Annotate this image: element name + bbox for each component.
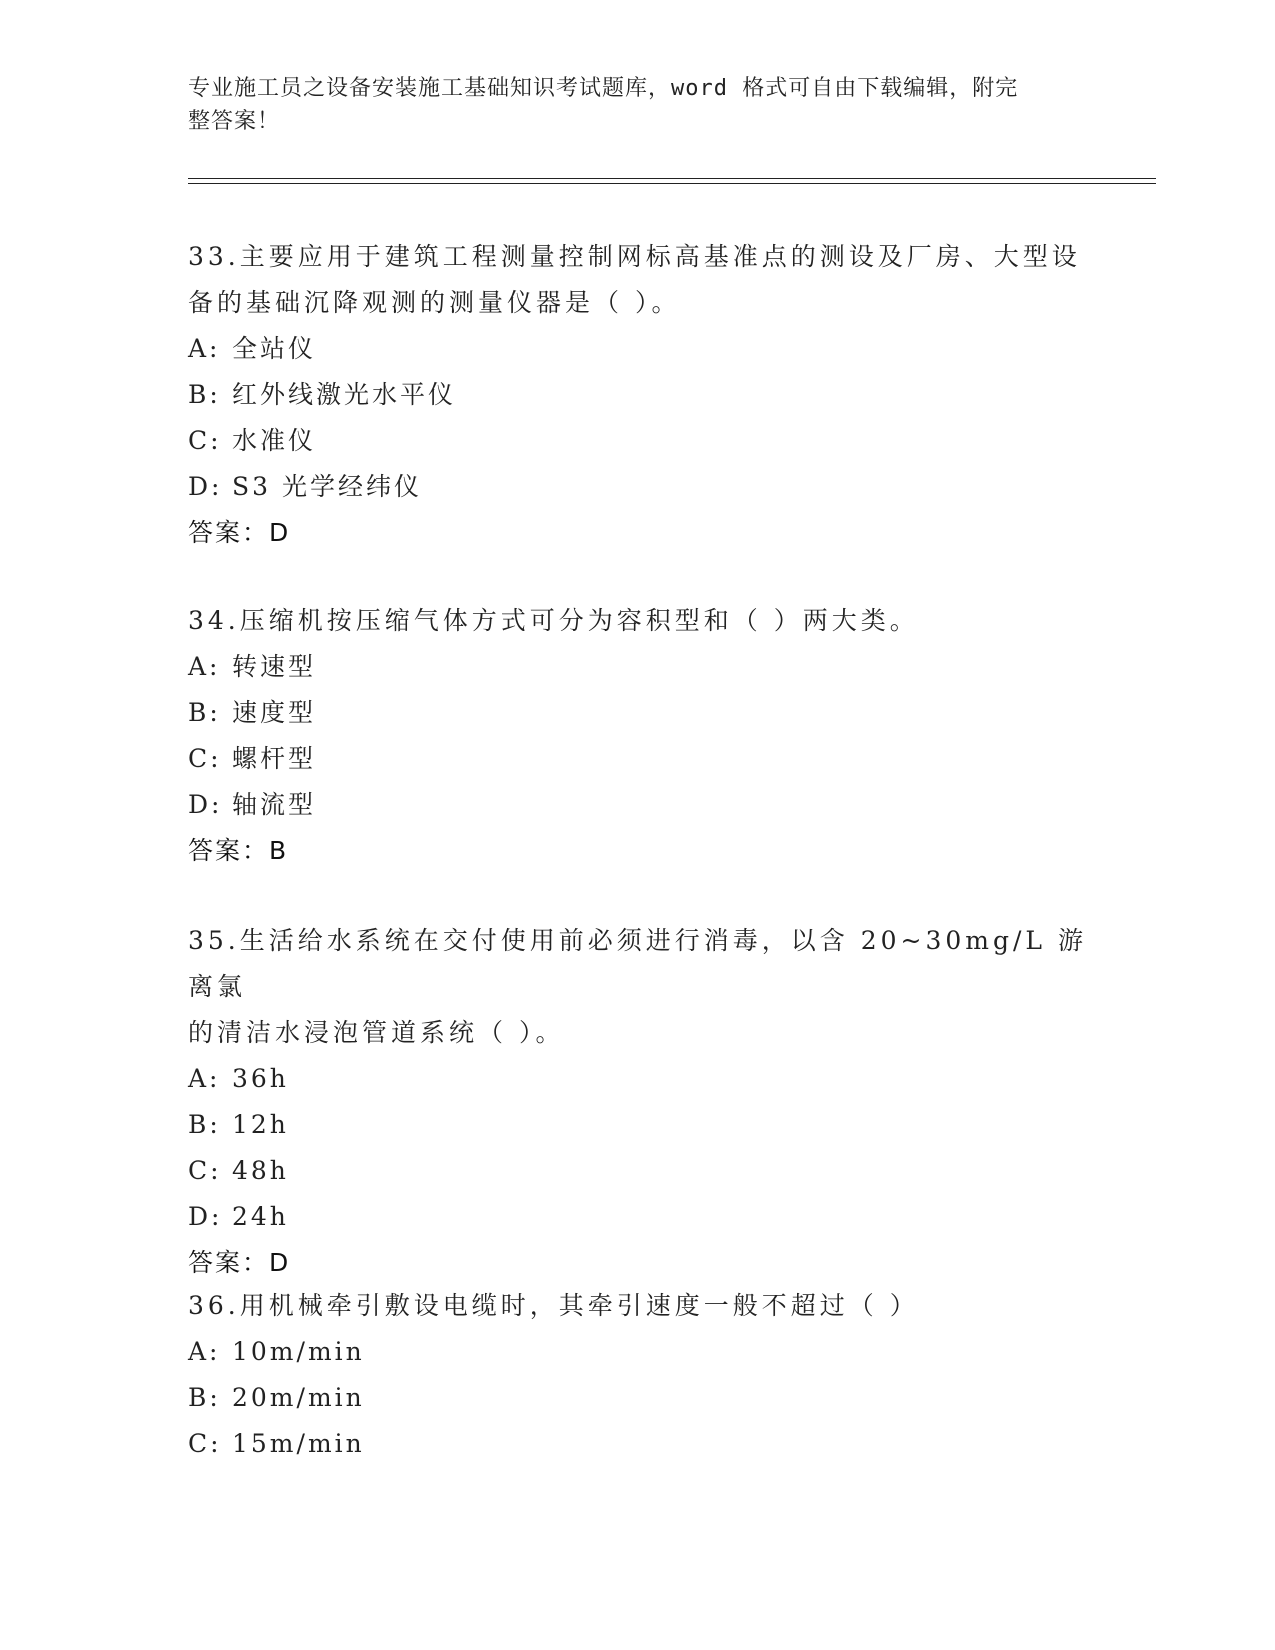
option-text: 全站仪 [232, 334, 317, 363]
option-a [188, 1329, 1088, 1375]
option-letter: D: [188, 472, 223, 501]
answer-label: 答案：D [188, 518, 291, 547]
option-text: 20m/min [232, 1383, 365, 1412]
question-33 [188, 234, 1088, 556]
option-letter: C: [188, 744, 222, 773]
answer-label: 答案：B [188, 836, 289, 865]
option-letter: A: [188, 652, 221, 681]
option-b [188, 372, 1088, 418]
option-letter: A: [188, 334, 221, 363]
question-stem-line-2: 备的基础沉降观测的测量仪器是（ ）。 [188, 288, 681, 317]
option-d [188, 782, 1088, 828]
option-c [188, 736, 1088, 782]
header-line-1: 专业施工员之设备安装施工基础知识考试题库，word 格式可自由下载编辑，附完 [188, 76, 1019, 101]
option-text: 15m/min [232, 1429, 365, 1458]
option-text: 红外线激光水平仪 [232, 380, 457, 409]
option-letter: A: [188, 1337, 221, 1366]
option-letter: B: [188, 1110, 221, 1139]
question-36 [188, 1283, 1088, 1467]
option-letter: C: [188, 1429, 222, 1458]
option-letter: A: [188, 1064, 221, 1093]
option-text: 速度型 [232, 698, 317, 727]
option-text: 水准仪 [232, 426, 317, 455]
question-stem-line-1: 33.主要应用于建筑工程测量控制网标高基准点的测设及厂房、大型设 [188, 242, 1081, 271]
option-text: 10m/min [232, 1337, 365, 1366]
question-stem-line-2: 的清洁水浸泡管道系统（ ）。 [188, 1018, 565, 1047]
option-b [188, 690, 1088, 736]
option-text: 36h [232, 1064, 289, 1093]
option-text: 轴流型 [232, 790, 317, 819]
question-34 [188, 598, 1088, 874]
header-line-2: 整答案！ [188, 109, 281, 134]
question-stem-line-1: 36.用机械牵引敷设电缆时，其牵引速度一般不超过（ ） [188, 1291, 919, 1320]
option-a [188, 1056, 1088, 1102]
option-b [188, 1102, 1088, 1148]
option-a [188, 644, 1088, 690]
option-c [188, 1148, 1088, 1194]
answer-label: 答案：D [188, 1248, 291, 1277]
option-text: 12h [232, 1110, 289, 1139]
option-a [188, 326, 1088, 372]
option-text: 螺杆型 [232, 744, 317, 773]
option-d [188, 464, 1088, 510]
option-letter: D: [188, 1202, 223, 1231]
option-c [188, 418, 1088, 464]
option-c [188, 1421, 1088, 1467]
option-b [188, 1375, 1088, 1421]
option-text: 转速型 [232, 652, 317, 681]
header-divider-top [188, 178, 1156, 179]
option-text: 48h [232, 1156, 289, 1185]
option-text: 24h [232, 1202, 289, 1231]
option-letter: C: [188, 426, 222, 455]
option-d [188, 1194, 1088, 1240]
question-35 [188, 918, 1088, 1286]
document-header [188, 72, 1078, 138]
option-letter: D: [188, 790, 223, 819]
option-letter: C: [188, 1156, 222, 1185]
header-divider-bottom [188, 183, 1156, 184]
option-letter: B: [188, 1383, 221, 1412]
option-letter: B: [188, 698, 221, 727]
question-stem-line-1: 35.生活给水系统在交付使用前必须进行消毒，以含 20~30mg/L 游离氯 [188, 926, 1087, 1001]
option-text: S3 光学经纬仪 [232, 472, 422, 501]
option-letter: B: [188, 380, 221, 409]
question-stem-line-1: 34.压缩机按压缩气体方式可分为容积型和（ ）两大类。 [188, 606, 919, 635]
